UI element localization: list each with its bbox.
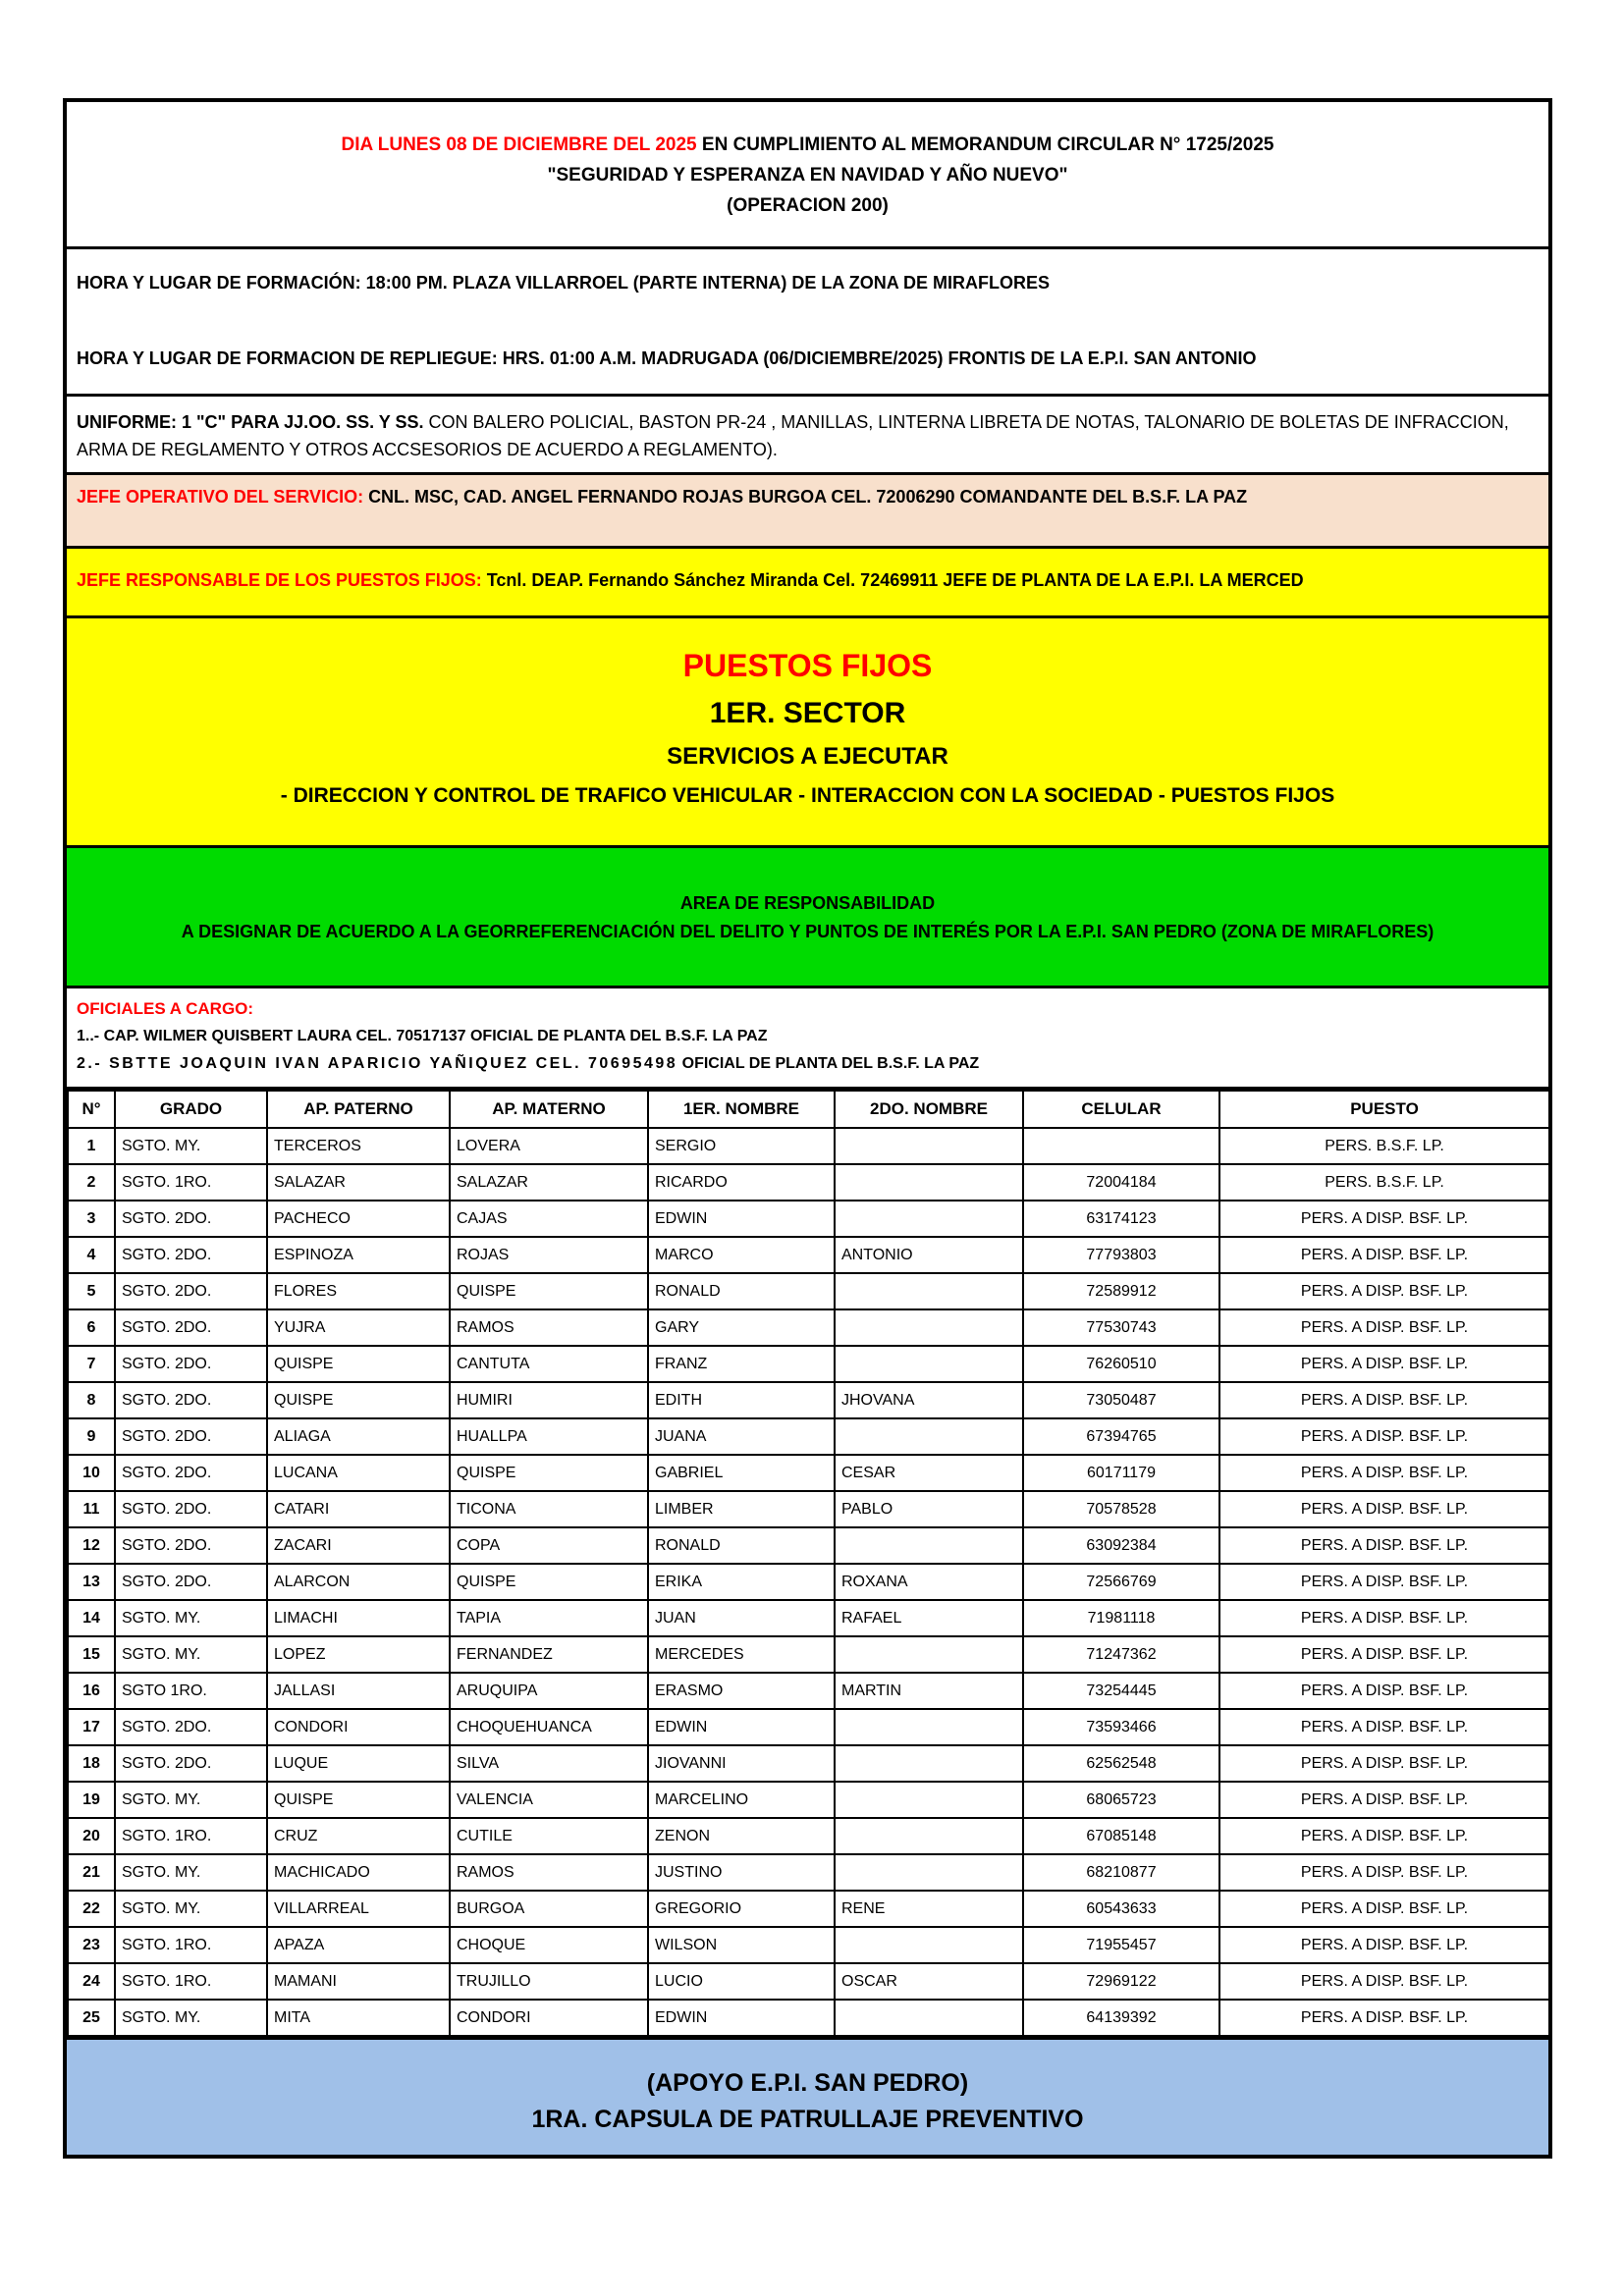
cell-n: 5 <box>68 1273 115 1309</box>
cell-nombre1: RICARDO <box>648 1164 835 1201</box>
cell-celular: 70578528 <box>1023 1491 1219 1527</box>
cell-n: 6 <box>68 1309 115 1346</box>
table-row <box>68 1346 1548 1382</box>
table-row <box>68 1491 1548 1527</box>
cell-ap-paterno: CRUZ <box>267 1818 450 1854</box>
roster-table-body <box>68 1128 1548 2036</box>
cell-puesto: PERS. A DISP. BSF. LP. <box>1219 1418 1548 1455</box>
cell-grado: SGTO. MY. <box>115 1600 267 1636</box>
cell-puesto: PERS. A DISP. BSF. LP. <box>1219 1818 1548 1854</box>
cell-n: 19 <box>68 1782 115 1818</box>
cell-nombre2 <box>835 1709 1023 1745</box>
sector-title: 1ER. SECTOR <box>709 697 906 729</box>
cell-nombre1: LIMBER <box>648 1491 835 1527</box>
cell-puesto: PERS. A DISP. BSF. LP. <box>1219 1346 1548 1382</box>
cell-nombre1: FRANZ <box>648 1346 835 1382</box>
cell-ap-materno: CAJAS <box>450 1201 648 1237</box>
column-header-n: N° <box>68 1091 115 1128</box>
uniform-section <box>67 397 1548 475</box>
cell-ap-paterno: LIMACHI <box>267 1600 450 1636</box>
cell-n: 21 <box>68 1854 115 1891</box>
table-row <box>68 1745 1548 1782</box>
cell-ap-materno: CONDORI <box>450 2000 648 2036</box>
cell-ap-materno: CHOQUE <box>450 1927 648 1963</box>
formation-time-place: HORA Y LUGAR DE FORMACIÓN: 18:00 PM. PLAZA VILLARROEL (PARTE INTERNA) DE LA ZONA DE MIRAFLORES <box>77 273 1051 293</box>
cell-n: 9 <box>68 1418 115 1455</box>
cell-celular: 71247362 <box>1023 1636 1219 1673</box>
cell-n: 25 <box>68 2000 115 2036</box>
cell-nombre1: GARY <box>648 1309 835 1346</box>
services-detail: - DIRECCION Y CONTROL DE TRAFICO VEHICULAR - INTERACCION CON LA SOCIEDAD - PUESTOS FIJOS <box>280 784 1335 807</box>
cell-nombre2 <box>835 1164 1023 1201</box>
cell-ap-materno: VALENCIA <box>450 1782 648 1818</box>
cell-n: 23 <box>68 1927 115 1963</box>
cell-ap-paterno: MITA <box>267 2000 450 2036</box>
cell-n: 4 <box>68 1237 115 1273</box>
withdrawal-time-place: HORA Y LUGAR DE FORMACION DE REPLIEGUE: HRS. 01:00 A.M. MADRUGADA (06/DICIEMBRE/2025) FRONTIS DE LA E.P.I. SAN ANTONIO <box>77 348 1257 368</box>
roster-table <box>67 1090 1548 2037</box>
cell-ap-paterno: QUISPE <box>267 1382 450 1418</box>
cell-puesto: PERS. A DISP. BSF. LP. <box>1219 1201 1548 1237</box>
cell-ap-materno: LOVERA <box>450 1128 648 1164</box>
cell-ap-paterno: CONDORI <box>267 1709 450 1745</box>
cell-nombre2 <box>835 1636 1023 1673</box>
responsibility-area-text: A DESIGNAR DE ACUERDO A LA GEORREFERENCIACIÓN DEL DELITO Y PUNTOS DE INTERÉS POR LA E.P.I. SAN PEDRO (ZONA DE MIRAFLORES) <box>181 922 1435 941</box>
column-header-puesto: PUESTO <box>1219 1091 1548 1128</box>
cell-puesto: PERS. A DISP. BSF. LP. <box>1219 1309 1548 1346</box>
table-row <box>68 1854 1548 1891</box>
cell-nombre1: GABRIEL <box>648 1455 835 1491</box>
cell-puesto: PERS. A DISP. BSF. LP. <box>1219 1673 1548 1709</box>
responsibility-area-title: AREA DE RESPONSABILIDAD <box>679 893 936 913</box>
cell-n: 17 <box>68 1709 115 1745</box>
cell-puesto: PERS. A DISP. BSF. LP. <box>1219 1455 1548 1491</box>
cell-celular: 73050487 <box>1023 1382 1219 1418</box>
table-row <box>68 1891 1548 1927</box>
cell-puesto: PERS. B.S.F. LP. <box>1219 1164 1548 1201</box>
cell-puesto: PERS. A DISP. BSF. LP. <box>1219 1564 1548 1600</box>
cell-nombre2: ANTONIO <box>835 1237 1023 1273</box>
table-row <box>68 1455 1548 1491</box>
table-row <box>68 1636 1548 1673</box>
column-header-nombre2: 2DO. NOMBRE <box>835 1091 1023 1128</box>
cell-ap-paterno: LUCANA <box>267 1455 450 1491</box>
uniform-text <box>77 408 1537 463</box>
cell-n: 2 <box>68 1164 115 1201</box>
header-line-1 <box>67 130 1548 160</box>
cell-celular: 64139392 <box>1023 2000 1219 2036</box>
cell-nombre2: CESAR <box>835 1455 1023 1491</box>
cell-ap-paterno: YUJRA <box>267 1309 450 1346</box>
cell-ap-paterno: MAMANI <box>267 1963 450 2000</box>
cell-grado: SGTO. MY. <box>115 2000 267 2036</box>
officers-label: OFICIALES A CARGO: <box>77 999 254 1018</box>
cell-grado: SGTO. 2DO. <box>115 1237 267 1273</box>
cell-ap-paterno: ESPINOZA <box>267 1237 450 1273</box>
fixed-posts-section <box>67 618 1548 848</box>
cell-celular: 73254445 <box>1023 1673 1219 1709</box>
cell-grado: SGTO. 2DO. <box>115 1491 267 1527</box>
cell-grado: SGTO. 2DO. <box>115 1745 267 1782</box>
cell-nombre2 <box>835 1854 1023 1891</box>
services-title: SERVICIOS A EJECUTAR <box>667 743 948 770</box>
cell-celular: 67394765 <box>1023 1418 1219 1455</box>
cell-grado: SGTO. 2DO. <box>115 1201 267 1237</box>
cell-ap-paterno: FLORES <box>267 1273 450 1309</box>
cell-nombre1: JUANA <box>648 1418 835 1455</box>
table-row <box>68 1309 1548 1346</box>
cell-grado: SGTO. 2DO. <box>115 1527 267 1564</box>
cell-celular: 73593466 <box>1023 1709 1219 1745</box>
cell-grado: SGTO. 2DO. <box>115 1418 267 1455</box>
cell-nombre2 <box>835 1346 1023 1382</box>
cell-grado: SGTO. 2DO. <box>115 1346 267 1382</box>
cell-nombre1: MARCELINO <box>648 1782 835 1818</box>
table-row <box>68 1709 1548 1745</box>
cell-puesto: PERS. A DISP. BSF. LP. <box>1219 1273 1548 1309</box>
cell-celular: 76260510 <box>1023 1346 1219 1382</box>
cell-n: 12 <box>68 1527 115 1564</box>
table-row <box>68 1128 1548 1164</box>
table-row <box>68 1273 1548 1309</box>
support-section <box>67 2040 1548 2155</box>
cell-nombre1: GREGORIO <box>648 1891 835 1927</box>
header-memorandum: EN CUMPLIMIENTO AL MEMORANDUM CIRCULAR N° 1725/2025 <box>696 134 1274 155</box>
cell-n: 18 <box>68 1745 115 1782</box>
table-row <box>68 1418 1548 1455</box>
cell-nombre1: ERASMO <box>648 1673 835 1709</box>
cell-celular: 72566769 <box>1023 1564 1219 1600</box>
document-header <box>67 102 1548 249</box>
cell-ap-paterno: TERCEROS <box>267 1128 450 1164</box>
fixed-posts-title: PUESTOS FIJOS <box>682 648 933 683</box>
cell-ap-materno: CANTUTA <box>450 1346 648 1382</box>
cell-ap-paterno: ZACARI <box>267 1527 450 1564</box>
table-row <box>68 1963 1548 2000</box>
cell-grado: SGTO. 2DO. <box>115 1309 267 1346</box>
cell-ap-materno: SALAZAR <box>450 1164 648 1201</box>
cell-nombre2 <box>835 1128 1023 1164</box>
cell-nombre1: WILSON <box>648 1927 835 1963</box>
cell-nombre2: MARTIN <box>835 1673 1023 1709</box>
cell-nombre2: ROXANA <box>835 1564 1023 1600</box>
officer-2-name: 2.- SBTTE JOAQUIN IVAN APARICIO YAÑIQUEZ CEL. 70695498 <box>77 1055 678 1072</box>
cell-celular: 72969122 <box>1023 1963 1219 2000</box>
cell-puesto: PERS. A DISP. BSF. LP. <box>1219 1491 1548 1527</box>
header-operation: (OPERACION 200) <box>727 195 889 216</box>
cell-nombre2: RAFAEL <box>835 1600 1023 1636</box>
cell-grado: SGTO. MY. <box>115 1782 267 1818</box>
cell-ap-paterno: QUISPE <box>267 1346 450 1382</box>
cell-puesto: PERS. A DISP. BSF. LP. <box>1219 1382 1548 1418</box>
cell-ap-paterno: MACHICADO <box>267 1854 450 1891</box>
cell-ap-paterno: LUQUE <box>267 1745 450 1782</box>
table-row <box>68 1201 1548 1237</box>
operative-chief-section <box>67 475 1548 549</box>
cell-n: 10 <box>68 1455 115 1491</box>
cell-celular: 72004184 <box>1023 1164 1219 1201</box>
cell-ap-materno: QUISPE <box>450 1455 648 1491</box>
column-header-ap-materno: AP. MATERNO <box>450 1091 648 1128</box>
cell-celular: 77793803 <box>1023 1237 1219 1273</box>
cell-ap-materno: TRUJILLO <box>450 1963 648 2000</box>
responsibility-area-section <box>67 848 1548 988</box>
cell-n: 20 <box>68 1818 115 1854</box>
table-row <box>68 1818 1548 1854</box>
cell-puesto: PERS. A DISP. BSF. LP. <box>1219 2000 1548 2036</box>
cell-ap-paterno: CATARI <box>267 1491 450 1527</box>
cell-ap-materno: CUTILE <box>450 1818 648 1854</box>
cell-ap-paterno: APAZA <box>267 1927 450 1963</box>
cell-grado: SGTO. 1RO. <box>115 1164 267 1201</box>
cell-nombre1: RONALD <box>648 1273 835 1309</box>
cell-puesto: PERS. A DISP. BSF. LP. <box>1219 1782 1548 1818</box>
cell-ap-materno: TAPIA <box>450 1600 648 1636</box>
cell-n: 1 <box>68 1128 115 1164</box>
cell-celular: 62562548 <box>1023 1745 1219 1782</box>
cell-n: 22 <box>68 1891 115 1927</box>
table-row <box>68 1927 1548 1963</box>
cell-ap-paterno: LOPEZ <box>267 1636 450 1673</box>
cell-nombre1: SERGIO <box>648 1128 835 1164</box>
cell-nombre1: JIOVANNI <box>648 1745 835 1782</box>
cell-nombre2 <box>835 1418 1023 1455</box>
cell-celular: 68210877 <box>1023 1854 1219 1891</box>
cell-nombre1: RONALD <box>648 1527 835 1564</box>
cell-ap-materno: HUALLPA <box>450 1418 648 1455</box>
cell-ap-materno: RAMOS <box>450 1309 648 1346</box>
cell-grado: SGTO. 2DO. <box>115 1273 267 1309</box>
cell-grado: SGTO. 2DO. <box>115 1455 267 1491</box>
cell-grado: SGTO. 1RO. <box>115 1927 267 1963</box>
formation-section <box>67 249 1548 397</box>
table-row <box>68 1527 1548 1564</box>
column-header-celular: CELULAR <box>1023 1091 1219 1128</box>
column-header-nombre1: 1ER. NOMBRE <box>648 1091 835 1128</box>
operative-chief-value: CNL. MSC, CAD. ANGEL FERNANDO ROJAS BURGOA CEL. 72006290 COMANDANTE DEL B.S.F. LA PAZ <box>368 487 1248 507</box>
cell-n: 11 <box>68 1491 115 1527</box>
cell-ap-materno: QUISPE <box>450 1564 648 1600</box>
cell-nombre2: PABLO <box>835 1491 1023 1527</box>
cell-nombre2 <box>835 1745 1023 1782</box>
cell-puesto: PERS. A DISP. BSF. LP. <box>1219 1745 1548 1782</box>
column-header-ap-paterno: AP. PATERNO <box>267 1091 450 1128</box>
table-row <box>68 1600 1548 1636</box>
cell-puesto: PERS. A DISP. BSF. LP. <box>1219 1600 1548 1636</box>
cell-grado: SGTO. 1RO. <box>115 1818 267 1854</box>
cell-nombre2 <box>835 1927 1023 1963</box>
cell-grado: SGTO. 2DO. <box>115 1709 267 1745</box>
cell-ap-materno: SILVA <box>450 1745 648 1782</box>
cell-nombre2 <box>835 2000 1023 2036</box>
cell-nombre1: ERIKA <box>648 1564 835 1600</box>
cell-grado: SGTO 1RO. <box>115 1673 267 1709</box>
cell-ap-paterno: PACHECO <box>267 1201 450 1237</box>
duty-roster-document <box>63 98 1552 2159</box>
responsible-chief-text <box>77 570 1539 591</box>
cell-n: 15 <box>68 1636 115 1673</box>
cell-n: 14 <box>68 1600 115 1636</box>
operative-chief-text <box>77 487 1539 507</box>
cell-n: 24 <box>68 1963 115 2000</box>
cell-nombre1: MERCEDES <box>648 1636 835 1673</box>
cell-nombre1: ZENON <box>648 1818 835 1854</box>
cell-ap-materno: ARUQUIPA <box>450 1673 648 1709</box>
cell-ap-materno: HUMIRI <box>450 1382 648 1418</box>
cell-n: 13 <box>68 1564 115 1600</box>
cell-celular <box>1023 1128 1219 1164</box>
cell-nombre1: JUAN <box>648 1600 835 1636</box>
officers-section <box>67 988 1548 1090</box>
cell-ap-materno: TICONA <box>450 1491 648 1527</box>
cell-nombre1: LUCIO <box>648 1963 835 2000</box>
column-header-grado: GRADO <box>115 1091 267 1128</box>
cell-n: 8 <box>68 1382 115 1418</box>
cell-nombre2 <box>835 1527 1023 1564</box>
table-row <box>68 1782 1548 1818</box>
cell-nombre1: EDWIN <box>648 1201 835 1237</box>
officer-2 <box>77 1050 1539 1078</box>
responsible-chief-section <box>67 549 1548 618</box>
cell-nombre2 <box>835 1201 1023 1237</box>
cell-ap-paterno: QUISPE <box>267 1782 450 1818</box>
cell-ap-paterno: SALAZAR <box>267 1164 450 1201</box>
table-row <box>68 1164 1548 1201</box>
cell-ap-materno: RAMOS <box>450 1854 648 1891</box>
cell-nombre2 <box>835 1309 1023 1346</box>
responsible-chief-value: Tcnl. DEAP. Fernando Sánchez Miranda Cel. 72469911 JEFE DE PLANTA DE LA E.P.I. LA MERCED <box>486 570 1304 590</box>
cell-nombre1: EDWIN <box>648 2000 835 2036</box>
cell-nombre2: JHOVANA <box>835 1382 1023 1418</box>
table-row <box>68 1382 1548 1418</box>
cell-nombre1: JUSTINO <box>648 1854 835 1891</box>
cell-puesto: PERS. A DISP. BSF. LP. <box>1219 1636 1548 1673</box>
uniform-label: UNIFORME: 1 "C" PARA JJ.OO. SS. Y SS. <box>77 412 424 432</box>
cell-celular: 77530743 <box>1023 1309 1219 1346</box>
cell-nombre2 <box>835 1818 1023 1854</box>
cell-n: 3 <box>68 1201 115 1237</box>
table-row <box>68 2000 1548 2036</box>
cell-nombre2 <box>835 1782 1023 1818</box>
cell-ap-materno: CHOQUEHUANCA <box>450 1709 648 1745</box>
cell-grado: SGTO. 1RO. <box>115 1963 267 2000</box>
cell-nombre2: OSCAR <box>835 1963 1023 2000</box>
cell-puesto: PERS. A DISP. BSF. LP. <box>1219 1237 1548 1273</box>
cell-celular: 72589912 <box>1023 1273 1219 1309</box>
cell-grado: SGTO. MY. <box>115 1854 267 1891</box>
responsible-chief-label: JEFE RESPONSABLE DE LOS PUESTOS FIJOS: <box>77 570 487 590</box>
cell-puesto: PERS. B.S.F. LP. <box>1219 1128 1548 1164</box>
cell-ap-paterno: ALARCON <box>267 1564 450 1600</box>
cell-nombre2 <box>835 1273 1023 1309</box>
cell-celular: 60171179 <box>1023 1455 1219 1491</box>
header-date: DIA LUNES 08 DE DICIEMBRE DEL 2025 <box>341 134 697 155</box>
cell-grado: SGTO. 2DO. <box>115 1564 267 1600</box>
cell-celular: 63092384 <box>1023 1527 1219 1564</box>
uniform-detail: CON BALERO POLICIAL, BASTON PR-24 , MANILLAS, LINTERNA LIBRETA DE NOTAS, TALONARIO DE BOLETAS DE INFRACCION, ARMA DE REGLAMENTO Y OTROS ACCSESORIOS DE ACUERDO A REGLAMENTO). <box>77 412 1509 459</box>
cell-puesto: PERS. A DISP. BSF. LP. <box>1219 1854 1548 1891</box>
cell-celular: 71981118 <box>1023 1600 1219 1636</box>
cell-ap-materno: FERNANDEZ <box>450 1636 648 1673</box>
cell-puesto: PERS. A DISP. BSF. LP. <box>1219 1527 1548 1564</box>
cell-celular: 60543633 <box>1023 1891 1219 1927</box>
cell-nombre2: RENE <box>835 1891 1023 1927</box>
table-row <box>68 1673 1548 1709</box>
cell-grado: SGTO. MY. <box>115 1891 267 1927</box>
cell-puesto: PERS. A DISP. BSF. LP. <box>1219 1709 1548 1745</box>
cell-ap-paterno: JALLASI <box>267 1673 450 1709</box>
table-header-row <box>68 1091 1548 1128</box>
operative-chief-label: JEFE OPERATIVO DEL SERVICIO: <box>77 487 369 507</box>
cell-n: 16 <box>68 1673 115 1709</box>
officer-2-role: OFICIAL DE PLANTA DEL B.S.F. LA PAZ <box>677 1055 980 1072</box>
cell-ap-materno: QUISPE <box>450 1273 648 1309</box>
table-row <box>68 1237 1548 1273</box>
cell-ap-paterno: VILLARREAL <box>267 1891 450 1927</box>
cell-ap-paterno: ALIAGA <box>267 1418 450 1455</box>
table-row <box>68 1564 1548 1600</box>
cell-celular: 67085148 <box>1023 1818 1219 1854</box>
cell-ap-materno: ROJAS <box>450 1237 648 1273</box>
cell-puesto: PERS. A DISP. BSF. LP. <box>1219 1963 1548 2000</box>
cell-ap-materno: BURGOA <box>450 1891 648 1927</box>
support-line-2: 1RA. CAPSULA DE PATRULLAJE PREVENTIVO <box>531 2106 1084 2133</box>
cell-ap-materno: COPA <box>450 1527 648 1564</box>
cell-celular: 63174123 <box>1023 1201 1219 1237</box>
cell-celular: 71955457 <box>1023 1927 1219 1963</box>
header-slogan: "SEGURIDAD Y ESPERANZA EN NAVIDAD Y AÑO NUEVO" <box>547 165 1068 186</box>
cell-nombre1: EDWIN <box>648 1709 835 1745</box>
cell-celular: 68065723 <box>1023 1782 1219 1818</box>
cell-n: 7 <box>68 1346 115 1382</box>
cell-grado: SGTO. 2DO. <box>115 1382 267 1418</box>
cell-nombre1: MARCO <box>648 1237 835 1273</box>
cell-puesto: PERS. A DISP. BSF. LP. <box>1219 1927 1548 1963</box>
support-line-1: (APOYO E.P.I. SAN PEDRO) <box>646 2069 969 2097</box>
cell-grado: SGTO. MY. <box>115 1128 267 1164</box>
officer-1: 1..- CAP. WILMER QUISBERT LAURA CEL. 70517137 OFICIAL DE PLANTA DEL B.S.F. LA PAZ <box>77 1028 768 1044</box>
cell-puesto: PERS. A DISP. BSF. LP. <box>1219 1891 1548 1927</box>
cell-grado: SGTO. MY. <box>115 1636 267 1673</box>
roster-table-section <box>67 1090 1548 2040</box>
cell-nombre1: EDITH <box>648 1382 835 1418</box>
